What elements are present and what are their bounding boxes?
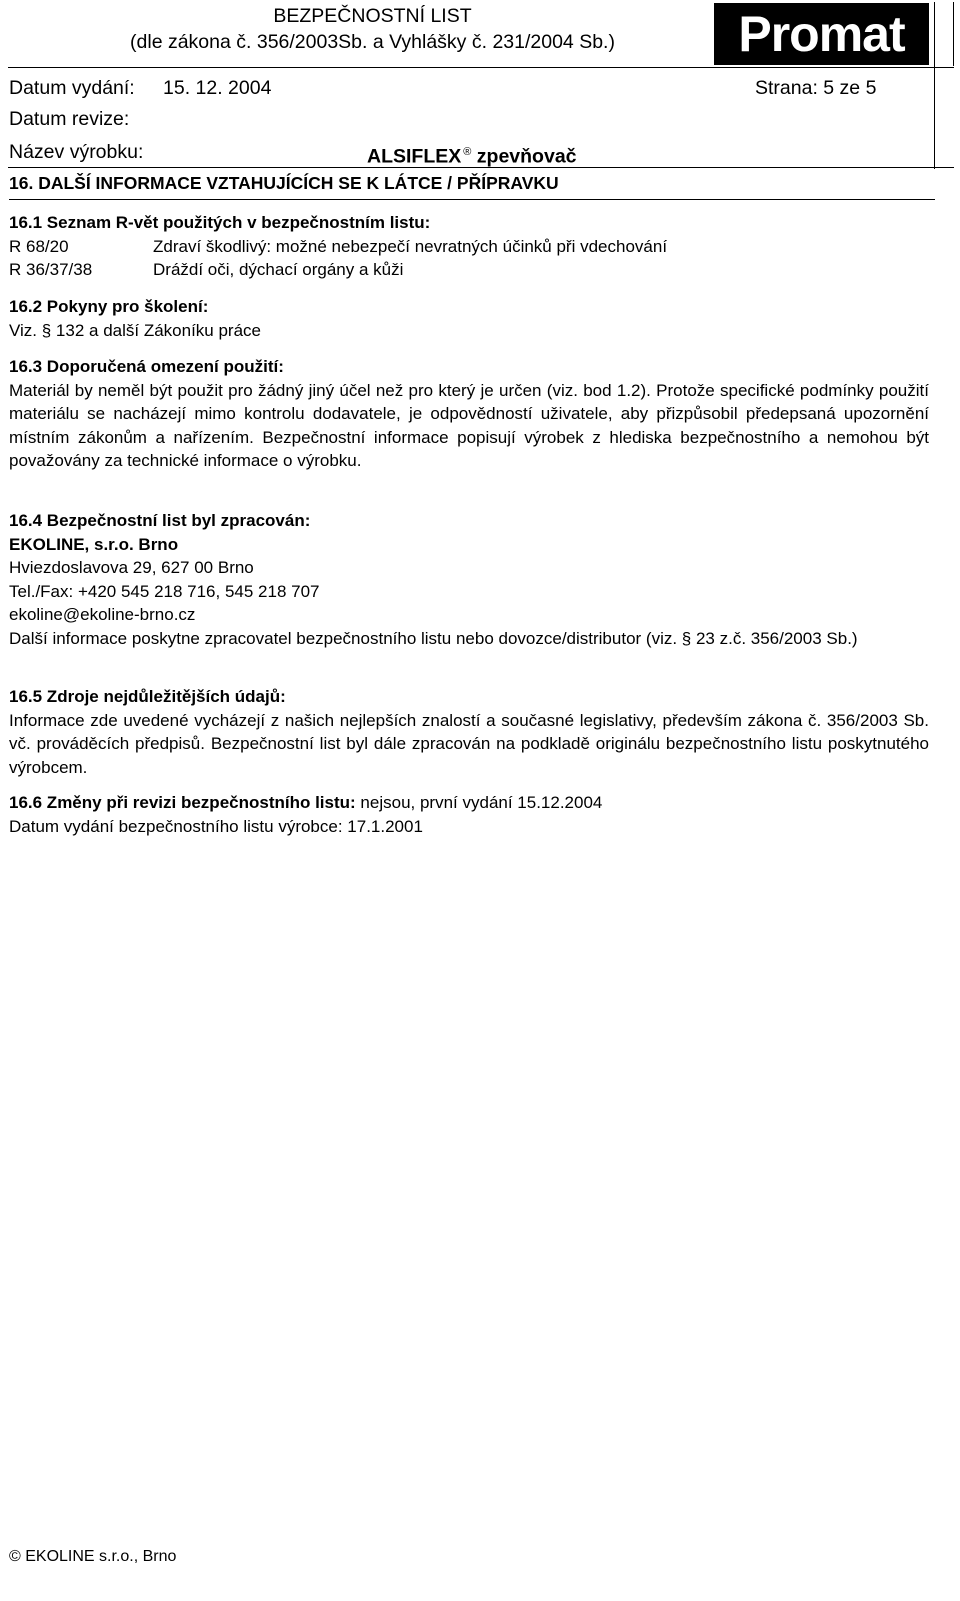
company-phone: Tel./Fax: +420 545 218 716, 545 218 707	[9, 581, 320, 601]
header-divider-top	[8, 67, 954, 68]
company-address: Hviezdoslavova 29, 627 00 Brno	[9, 558, 254, 577]
issue-date: 15. 12. 2004	[163, 77, 272, 99]
product-name-suffix: zpevňovač	[476, 145, 577, 168]
r-phrase-code: R 68/20	[9, 236, 69, 256]
section-title-underline	[9, 199, 935, 200]
product-name-text: ALSIFLEX	[367, 145, 462, 168]
promat-logo: Promat	[714, 3, 929, 65]
r-phrase-code: R 36/37/38	[9, 260, 93, 279]
page-number: Strana: 5 ze 5	[755, 77, 877, 99]
section-16-1-heading: 16.1 Seznam R-vět použitých v bezpečnostním listu:	[9, 213, 431, 232]
company-name: EKOLINE, s.r.o. Brno	[9, 534, 179, 554]
section-16-4-heading: 16.4 Bezpečnostní list byl zpracován:	[9, 511, 311, 530]
section-16-2	[9, 295, 929, 342]
section-16-6-heading-value: nejsou, první vydání 15.12.2004	[355, 793, 603, 812]
section-16-3-heading: 16.3 Doporučená omezení použití:	[9, 357, 284, 376]
section-16-3-text: Materiál by neměl být použit pro žádný jiný účel než pro který je určen (viz. bod 1.2). Protože specifické podmínky použití materiálu se nacházejí mimo kontrolu dodavatele, je odpovědností uživatele, aby přizpůsobil předepsaná upozornění místním zákonům a nařízením. Bezpečnostní informace popisují výrobek z hlediska bezpečnostního a nemohou být považovány za technické informace o výrobku.	[9, 380, 929, 470]
r-phrase-row	[9, 258, 929, 282]
section-16-4-note: Další informace poskytne zpracovatel bezpečnostního listu nebo dovozce/distributor (viz. § 23 z.č. 356/2003 Sb.)	[9, 628, 858, 648]
r-phrase-row	[9, 235, 929, 259]
header-right-border	[934, 2, 935, 169]
revision-date-label: Datum revize:	[9, 108, 130, 130]
section-16-5	[9, 685, 929, 779]
footer-copyright: © EKOLINE s.r.o., Brno	[9, 1548, 177, 1565]
section-16-6-text: Datum vydání bezpečnostního listu výrobce: 17.1.2001	[9, 816, 423, 836]
section-16-6	[9, 791, 929, 838]
document-subtitle: (dle zákona č. 356/2003Sb. a Vyhlášky č. 231/2004 Sb.)	[130, 31, 615, 53]
document-title: BEZPEČNOSTNÍ LIST	[273, 5, 472, 27]
company-email: ekoline@ekoline-brno.cz	[9, 605, 196, 624]
section-16-title: 16. DALŠÍ INFORMACE VZTAHUJÍCÍCH SE K LÁTCE / PŘÍPRAVKU	[9, 173, 559, 193]
issue-date-label: Datum vydání:	[9, 77, 135, 99]
section-16-4	[9, 509, 929, 650]
section-16-1	[9, 211, 929, 282]
header-divider-bottom	[8, 167, 954, 168]
product-name	[367, 140, 577, 169]
section-16-5-text: Informace zde uvedené vycházejí z našich nejlepších znalostí a současné legislativy, především zákona č. 356/2003 Sb. vč. prováděcích předpisů. Bezpečnostní list byl dále zpracován na podkladě originálu bezpečnostního listu poskytnutého výrobcem.	[9, 710, 929, 777]
section-16-2-heading: 16.2 Pokyny pro školení:	[9, 297, 209, 316]
section-16-5-heading: 16.5 Zdroje nejdůležitějších údajů:	[9, 687, 286, 706]
r-phrase-text: Zdraví škodlivý: možné nebezpečí nevratných účinků při vdechování	[153, 236, 668, 256]
registered-mark: ®	[463, 146, 472, 158]
section-16-3	[9, 355, 929, 473]
logo-right-border	[953, 2, 954, 66]
product-name-label: Název výrobku:	[9, 141, 144, 163]
r-phrase-text: Dráždí oči, dýchací orgány a kůži	[153, 260, 404, 279]
section-16-2-text: Viz. § 132 a další Zákoníku práce	[9, 320, 262, 340]
section-16-6-heading: 16.6 Změny při revizi bezpečnostního listu:	[9, 793, 356, 812]
